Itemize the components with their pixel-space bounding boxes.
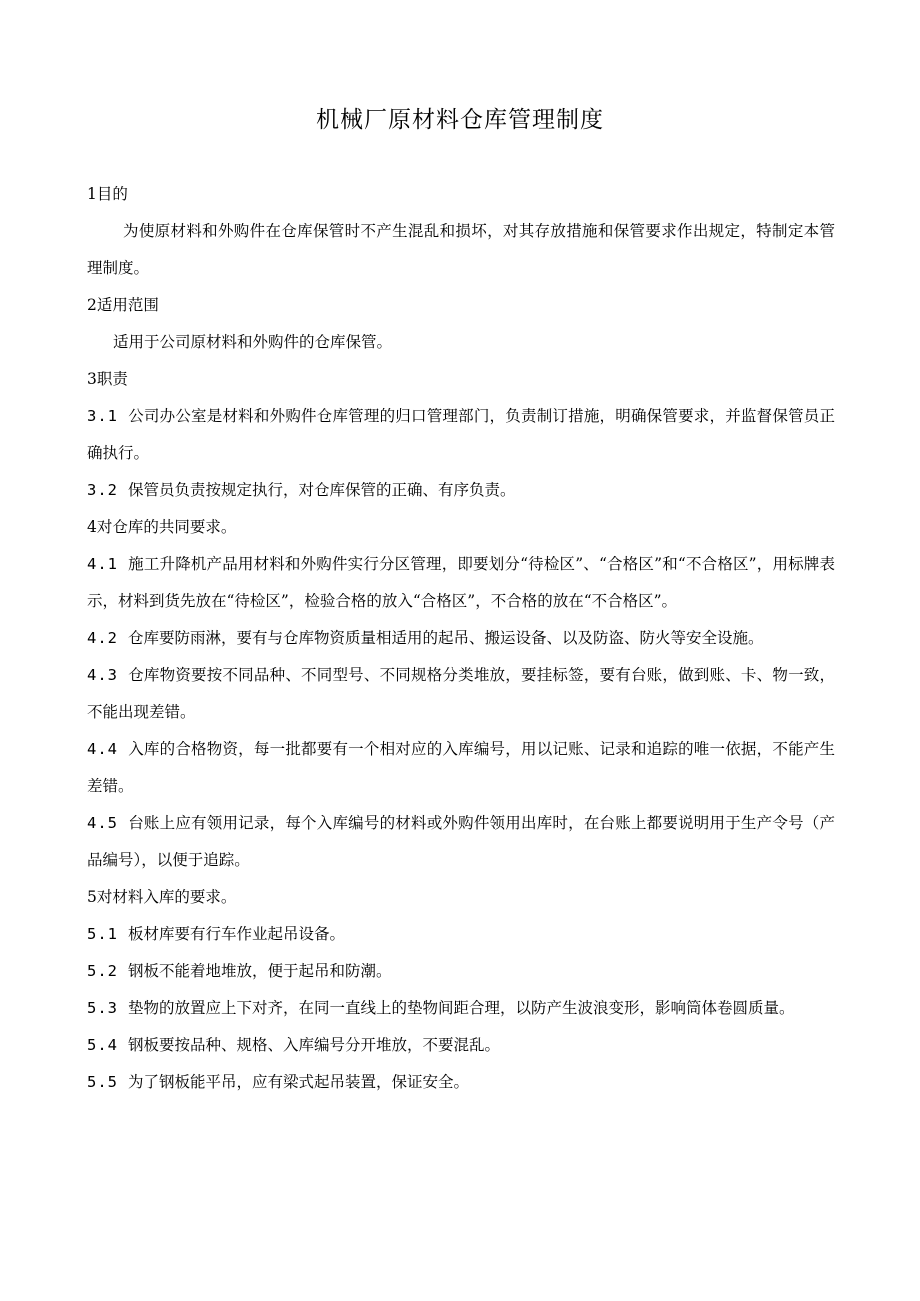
section-heading: 1目的 (87, 185, 128, 203)
clause-text: 钢板要按品种、规格、入库编号分开堆放，不要混乱。 (128, 1036, 501, 1054)
section-heading: 3职责 (87, 370, 128, 388)
clause-item (87, 657, 835, 731)
clause-number: 5.5 (87, 1073, 118, 1091)
clause-number: 3.1 (87, 407, 118, 425)
clause-text: 垫物的放置应上下对齐，在同一直线上的垫物间距合理，以防产生波浪变形，影响筒体卷圆质量。 (128, 999, 795, 1017)
clause-text: 公司办公室是材料和外购件仓库管理的归口管理部门，负责制订措施，明确保管要求，并监督保管员正确执行。 (87, 407, 835, 462)
document-body (87, 176, 835, 1101)
section-heading: 5对材料入库的要求。 (87, 888, 237, 906)
clause-text: 仓库物资要按不同品种、不同型号、不同规格分类堆放，要挂标签，要有台账，做到账、卡、物一致，不能出现差错。 (87, 666, 835, 721)
clause-text: 为了钢板能平吊，应有梁式起吊装置，保证安全。 (128, 1073, 470, 1091)
clause-item (87, 731, 835, 805)
clause-text: 钢板不能着地堆放，便于起吊和防潮。 (128, 962, 392, 980)
clause-item (87, 620, 835, 657)
section-heading: 2适用范围 (87, 296, 159, 314)
clause-number: 4.5 (87, 814, 118, 832)
clause-text: 仓库要防雨淋，要有与仓库物资质量相适用的起吊、搬运设备、以及防盗、防火等安全设施。 (128, 629, 764, 647)
section-heading: 4对仓库的共同要求。 (87, 518, 237, 536)
section-paragraph: 适用于公司原材料和外购件的仓库保管。 (113, 333, 393, 351)
clause-number: 4.3 (87, 666, 118, 684)
clause-text: 入库的合格物资，每一批都要有一个相对应的入库编号，用以记账、记录和追踪的唯一依据，不能产生差错。 (87, 740, 835, 795)
clause-item (87, 546, 835, 620)
clause-item (87, 398, 835, 472)
clause-number: 5.3 (87, 999, 118, 1017)
clause-item (87, 990, 835, 1027)
clause-item (87, 1064, 835, 1101)
section-paragraph: 为使原材料和外购件在仓库保管时不产生混乱和损坏，对其存放措施和保管要求作出规定，特制定本管理制度。 (87, 222, 835, 277)
clause-number: 5.4 (87, 1036, 118, 1054)
clause-number: 4.4 (87, 740, 118, 758)
clause-item (87, 916, 835, 953)
clause-item (87, 953, 835, 990)
clause-text: 板材库要有行车作业起吊设备。 (128, 925, 346, 943)
clause-item (87, 805, 835, 879)
document-title: 机械厂原材料仓库管理制度 (316, 107, 604, 133)
clause-text: 施工升降机产品用材料和外购件实行分区管理，即要划分“待检区”、“合格区”和“不合格区”，用标牌表示，材料到货先放在“待检区”，检验合格的放入“合格区”，不合格的放在“不合格区”。 (87, 555, 835, 610)
clause-item (87, 1027, 835, 1064)
clause-item (87, 472, 835, 509)
clause-number: 5.2 (87, 962, 118, 980)
clause-number: 5.1 (87, 925, 118, 943)
clause-text: 保管员负责按规定执行，对仓库保管的正确、有序负责。 (128, 481, 516, 499)
clause-number: 4.1 (87, 555, 118, 573)
clause-number: 3.2 (87, 481, 118, 499)
clause-text: 台账上应有领用记录，每个入库编号的材料或外购件领用出库时，在台账上都要说明用于生产令号（产品编号），以便于追踪。 (87, 814, 835, 869)
clause-number: 4.2 (87, 629, 118, 647)
